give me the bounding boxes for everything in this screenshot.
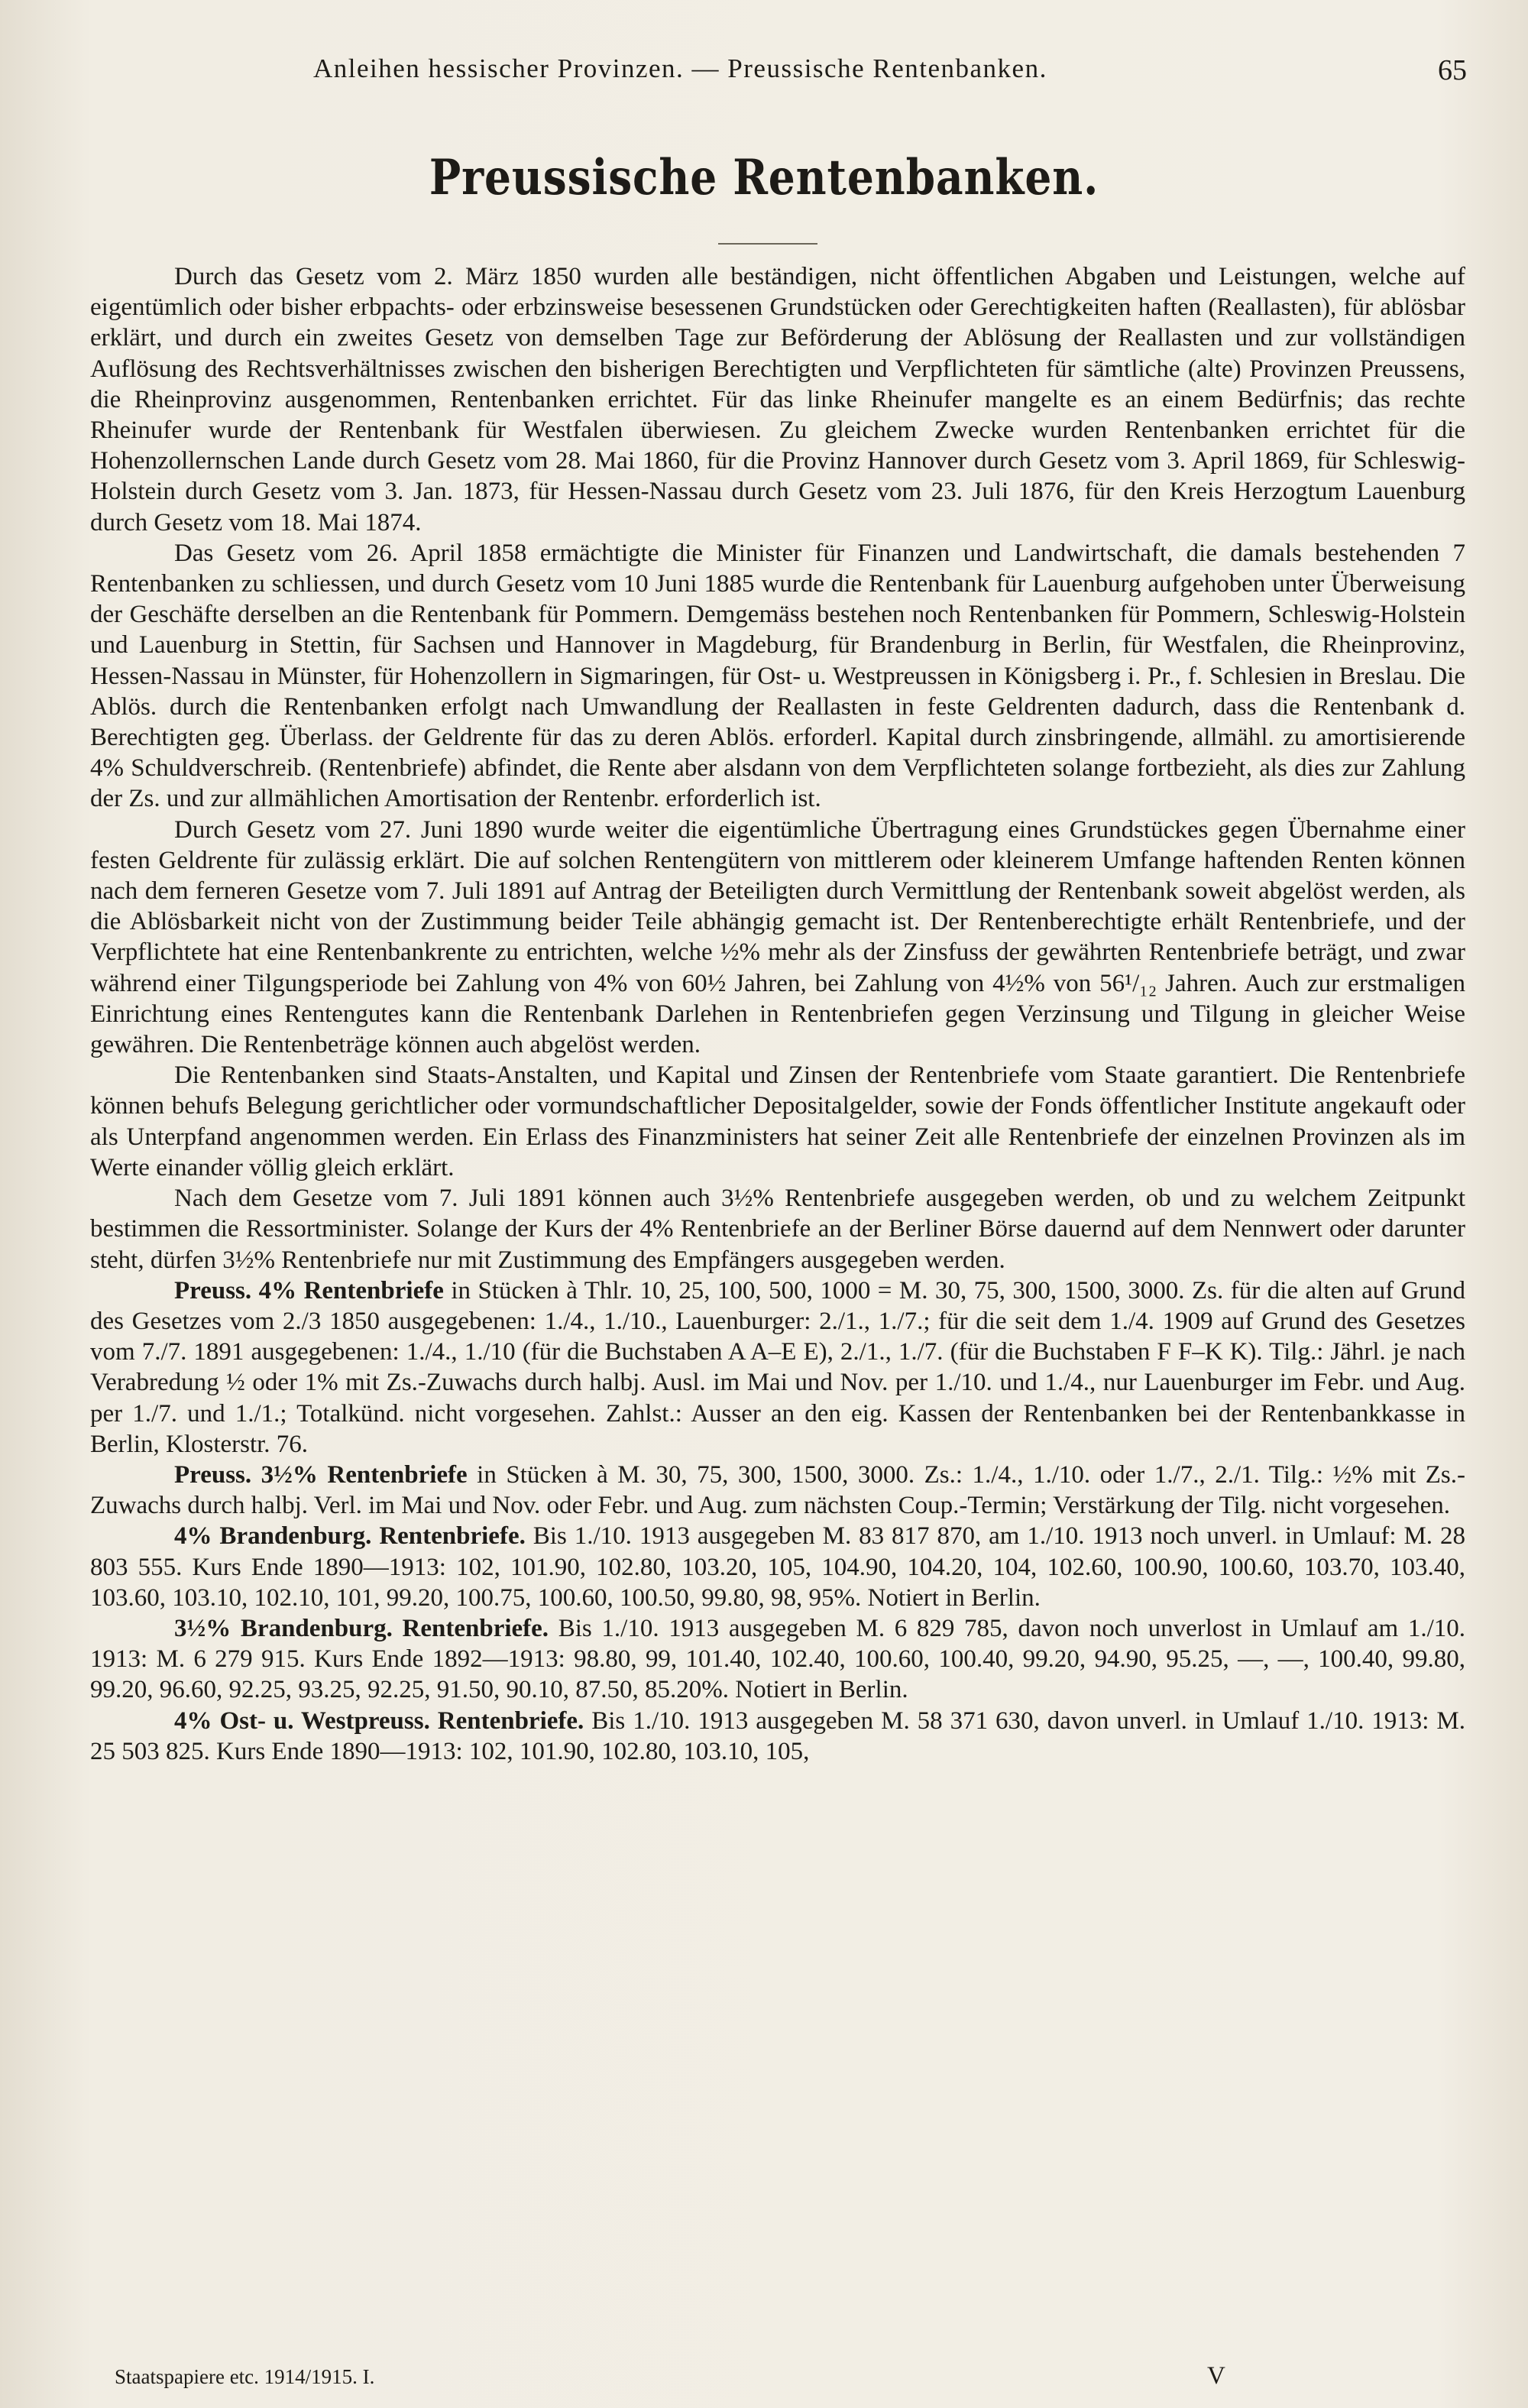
running-header bbox=[92, 53, 1467, 99]
title-divider bbox=[718, 243, 817, 245]
paragraph-state-guarantee: Die Rentenbanken sind Staats-Anstalten, und Kapital und Zinsen der Rentenbriefe vom Staate garantiert. Die Rentenbriefe können behufs Belegung gerichtlicher oder vormundschaftlicher Depositalgelder, sowie der Fonds öffentlicher Institute angekauft oder als Unterpfand angenommen werden. Ein Erlass des Finanzministers hat seiner Zeit alle Rentenbriefe der einzelnen Provinzen als im Werte einander völlig gleich erklärt. bbox=[90, 1061, 1465, 1181]
page-footer bbox=[115, 2362, 1413, 2396]
entry-ost-westpreuss-4 bbox=[90, 1706, 1465, 1767]
entry-preuss-3-5 bbox=[90, 1460, 1465, 1521]
entry-label: Preuss. 3½% Rentenbriefe bbox=[174, 1460, 468, 1489]
paragraph-law-1891: Nach dem Gesetze vom 7. Juli 1891 können auch 3½% Rentenbriefe ausgegeben werden, ob und zu welchem Zeitpunkt bestimmen die Ressortminister. Solange der Kurs der 4% Rentenbriefe an der Berliner Börse dauernd auf dem Nennwert oder darunter steht, dürfen 3½% Rentenbriefe nur mit Zustimmung des Empfängers ausgegeben werden. bbox=[90, 1185, 1465, 1274]
sheet-signature: V bbox=[1207, 2362, 1225, 2390]
paragraph-law-1858: Das Gesetz vom 26. April 1858 ermächtigte die Minister für Finanzen und Landwirtschaft, die damals bestehenden 7 Rentenbanken zu schliessen, und durch Gesetz vom 10 Juni 1885 wurde die Rentenbank für Lauenburg aufgehoben unter Überweisung der Geschäfte derselben an die Rentenbank für Pommern. Demgemäss bestehen noch Rentenbanken für Pommern, Schleswig-Holstein und Lauenburg in Stettin, für Sachsen und Hannover in Magdeburg, für Brandenburg in Berlin, für Westfalen, die Rheinprovinz, Hessen-Nassau in Münster, für Hohenzollern in Sigmaringen, für Ost- u. Westpreussen in Königsberg i. Pr., f. Schlesien in Breslau. Die Ablös. durch die Rentenbanken erfolgt nach Umwandlung der Reallasten in feste Geldrenten dadurch, dass die Rentenbank d. Berechtigten geg. Überlass. der Geldrente für das zu deren Ablös. erforderl. Kapital durch zinsbringende, allmähl. zu amortisierende 4% Schuldverschreib. (Rentenbriefe) abfindet, die Rente aber alsdann von dem Verpflichteten solange fortbezieht, als dies zur Zahlung der Zs. und zur allmählichen Amortisation der Rentenbr. erforderlich ist. bbox=[90, 539, 1465, 813]
entry-text: Bis 1./10. 1913 ausgegeben M. 58 371 630, davon unverl. in Umlauf 1./10. 1913: M. 25 503 825. Kurs Ende 1890—1913: 102, 101.90, 102.80, 103.10, 105, bbox=[90, 1706, 1465, 1765]
entry-text: Bis 1./10. 1913 ausgegeben M. 83 817 870, am 1./10. 1913 noch unverl. in Umlauf: M. 28 803 555. Kurs Ende 1890—1913: 102, 101.90, 102.80, 103.20, 105, 104.90, 104.20, 104, 102.60, 100.90, 100.60, 103.70, 103.40, 103.60, 103.10, 102.10, 101, 99.20, 100.75, 100.60, 100.50, 99.80, 98, 95%. Notiert in Berlin. bbox=[90, 1522, 1465, 1612]
paragraph-intro: Durch das Gesetz vom 2. März 1850 wurden alle beständigen, nicht öffentlichen Abgaben und Leistungen, welche auf eigentümlich oder bisher erbpachts- oder erbzinsweise besessenen Grundstücken oder Gerechtigkeiten haften (Reallasten), für ablösbar erklärt, und durch ein zweites Gesetz von demselben Tage zur Beförderung der Ablösung der Reallasten und zur vollständigen Auflösung des Rechtsverhältnisses zwischen den bisherigen Berechtigten und Verpflichteten für sämtliche (alte) Provinzen Preussens, die Rheinprovinz ausgenommen, Rentenbanken errichtet. Für das linke Rheinufer mangelte es an einem Bedürfnis; das rechte Rheinufer wurde der Rentenbank für Westfalen überwiesen. Zu gleichem Zwecke wurden Rentenbanken errichtet für die Hohenzollernschen Lande durch Gesetz vom 28. Mai 1860, für die Provinz Hannover durch Gesetz vom 3. April 1869, für Schleswig-Holstein durch Gesetz vom 3. Jan. 1873, für Hessen-Nassau durch Gesetz vom 23. Juli 1876, für den Kreis Herzogtum Lauenburg durch Gesetz vom 18. Mai 1874. bbox=[90, 263, 1465, 536]
footer-source: Staatspapiere etc. 1914/1915. I. bbox=[115, 2365, 375, 2388]
entry-label: 4% Brandenburg. Rentenbriefe. bbox=[174, 1522, 526, 1551]
entry-preuss-4 bbox=[90, 1275, 1465, 1460]
entry-brandenburg-3-5 bbox=[90, 1613, 1465, 1706]
entry-label: 4% Ost- u. Westpreuss. Rentenbriefe. bbox=[174, 1706, 584, 1735]
page-number: 65 bbox=[1438, 54, 1467, 86]
section-title: Preussische Rentenbanken. bbox=[429, 149, 1099, 206]
paragraph-law-1890: Durch Gesetz vom 27. Juni 1890 wurde weiter die eigentümliche Übertragung eines Grundstückes gegen Übernahme einer festen Geldrente für zulässig erklärt. Die auf solchen Rentengütern von mittlerem oder kleinerem Umfange haftenden Renten können nach dem ferneren Gesetze vom 7. Juli 1891 auf Antrag der Beteiligten durch Vermittlung der Rentenbank soweit abgelöst werden, als die Ablösbarkeit nicht von der Zustimmung beider Teile abhängig gemacht ist. Der Rentenberechtigte erhält Rentenbriefe, und der Verpflichtete hat eine Rentenbankrente zu entrichten, welche ½% mehr als der Zinsfuss der gewährten Rentenbriefe beträgt, und zwar während einer Tilgungsperiode bei Zahlung von 4% von 60½ Jahren, bei Zahlung von 4½% von 56¹/₁₂ Jahren. Auch zur erstmaligen Einrichtung eines Rentengutes kann die Rentenbank Darlehen in Rentenbriefen gegen Verzinsung und Tilgung in gleicher Weise gewähren. Die Rentenbeträge können auch abgelöst werden. bbox=[90, 815, 1465, 1059]
entry-label: Preuss. 4% Rentenbriefe bbox=[174, 1276, 444, 1304]
entry-text: Bis 1./10. 1913 ausgegeben M. 6 829 785, davon noch unverlost in Umlauf am 1./10. 1913: M. 6 279 915. Kurs Ende 1892—1913: 98.80, 99, 101.40, 102.40, 100.60, 100.40, 99.20, 94.90, 95.25, —, —, 100.40, 99.80, 99.20, 96.60, 92.25, 93.25, 92.25, 91.50, 90.10, 87.50, 85.20%. Notiert in Berlin. bbox=[90, 1614, 1465, 1704]
entry-brandenburg-4 bbox=[90, 1521, 1465, 1613]
body-text bbox=[90, 261, 1465, 1767]
entry-label: 3½% Brandenburg. Rentenbriefe. bbox=[174, 1614, 549, 1642]
entry-text: in Stücken à Thlr. 10, 25, 100, 500, 1000 = M. 30, 75, 300, 1500, 3000. Zs. für die alten auf Grund des Gesetzes vom 2./3 1850 ausgegebenen: 1./4., 1./10., Lauenburger: 2./1., 1./7.; für die seit dem 1./4. 1909 auf Grund des Gesetzes vom 7./7. 1891 ausgegebenen: 1./4., 1./10 (für die Buchstaben A A–E E), 2./1., 1./7. (für die Buchstaben F F–K K). Tilg.: Jährl. je nach Verabredung ½ oder 1% mit Zs.-Zuwachs durch halbj. Ausl. im Mai und Nov. per 1./10. und 1./4., nur Lauenburger im Febr. und Aug. per 1./7. und 1./1.; Totalkünd. nicht vorgesehen. Zahlst.: Ausser an den eig. Kassen der Rentenbanken bei der Rentenbankkasse in Berlin, Klosterstr. 76. bbox=[90, 1276, 1465, 1458]
running-title: Anleihen hessischer Provinzen. — Preussische Rentenbanken. bbox=[313, 53, 1047, 83]
entry-text: in Stücken à M. 30, 75, 300, 1500, 3000. Zs.: 1./4., 1./10. oder 1./7., 2./1. Tilg.: ½% mit Zs.-Zuwachs durch halbj. Verl. im Mai und Nov. oder Febr. und Aug. zum nächsten Coup.-Termin; Verstärkung der Tilg. nicht vorgesehen. bbox=[90, 1460, 1465, 1520]
